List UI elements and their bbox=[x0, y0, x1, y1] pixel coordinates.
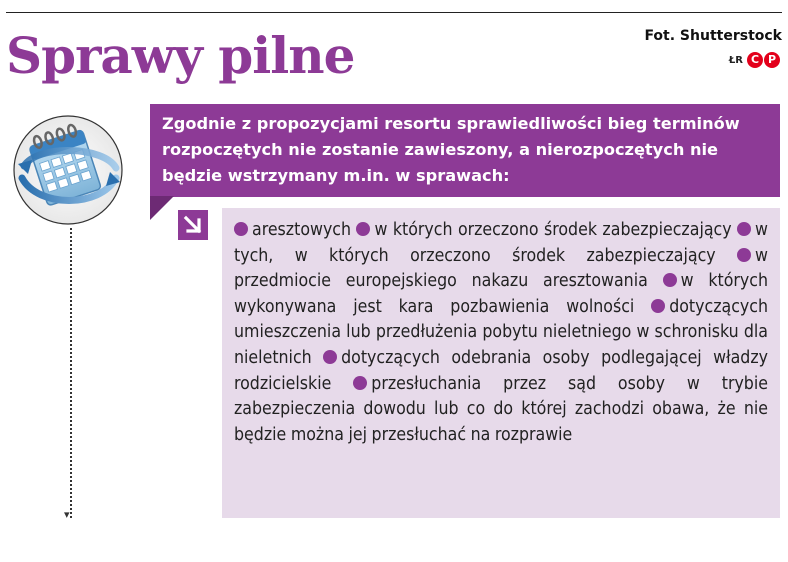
bullet-icon bbox=[323, 350, 337, 364]
bullet-icon bbox=[651, 299, 665, 313]
author-signature bbox=[729, 52, 780, 68]
top-rule bbox=[6, 12, 782, 13]
bullet-icon bbox=[663, 273, 677, 287]
list-item: w których wykonywana jest kara pozbawienia wolności bbox=[234, 271, 768, 317]
list-item: aresztowych bbox=[252, 220, 352, 240]
list-item: dotyczących umieszczenia lub przedłużenia pobytu nieletniego w schronisku dla nieletnich bbox=[234, 296, 768, 368]
list-item: dotyczących odebrania osoby podlegającej władzy rodzicielskie bbox=[234, 347, 768, 394]
photo-credit: Fot. Shutterstock bbox=[644, 28, 782, 44]
intro-panel-notch bbox=[150, 196, 174, 220]
arrow-down-icon: ▾ bbox=[64, 508, 70, 521]
author-initials: ŁR bbox=[728, 54, 743, 66]
publisher-logo: C P bbox=[747, 52, 780, 68]
bullet-icon bbox=[737, 248, 751, 262]
list-item: w których orzeczono środek zabezpieczający bbox=[374, 220, 732, 240]
list-item: w przedmiocie europejskiego nakazu aresztowania bbox=[234, 245, 768, 292]
bullet-icon bbox=[353, 376, 367, 390]
list-item: przesłuchania przez sąd osoby w trybie zabezpieczenia dowodu lub co do której zachodzi obawa, że nie będzie można jej przesłuchać na rozprawie bbox=[234, 373, 769, 445]
intro-text: Zgodnie z propozycjami resortu sprawiedliwości bieg terminów rozpoczętych nie zostanie zawieszony, a nierozpoczętych nie będzie wstrzymany m.in. w sprawach: bbox=[162, 114, 740, 185]
bullet-icon bbox=[234, 222, 248, 236]
page-title: Sprawy pilne bbox=[6, 26, 355, 85]
bullet-icon bbox=[737, 222, 751, 236]
case-list bbox=[234, 218, 768, 448]
arrow-down-right-icon bbox=[178, 210, 208, 240]
list-item: w tych, w których orzeczono środek zabezpieczający bbox=[234, 220, 768, 266]
calendar-refresh-icon bbox=[8, 108, 128, 228]
bullet-icon bbox=[356, 222, 370, 236]
timeline-line bbox=[70, 228, 72, 518]
